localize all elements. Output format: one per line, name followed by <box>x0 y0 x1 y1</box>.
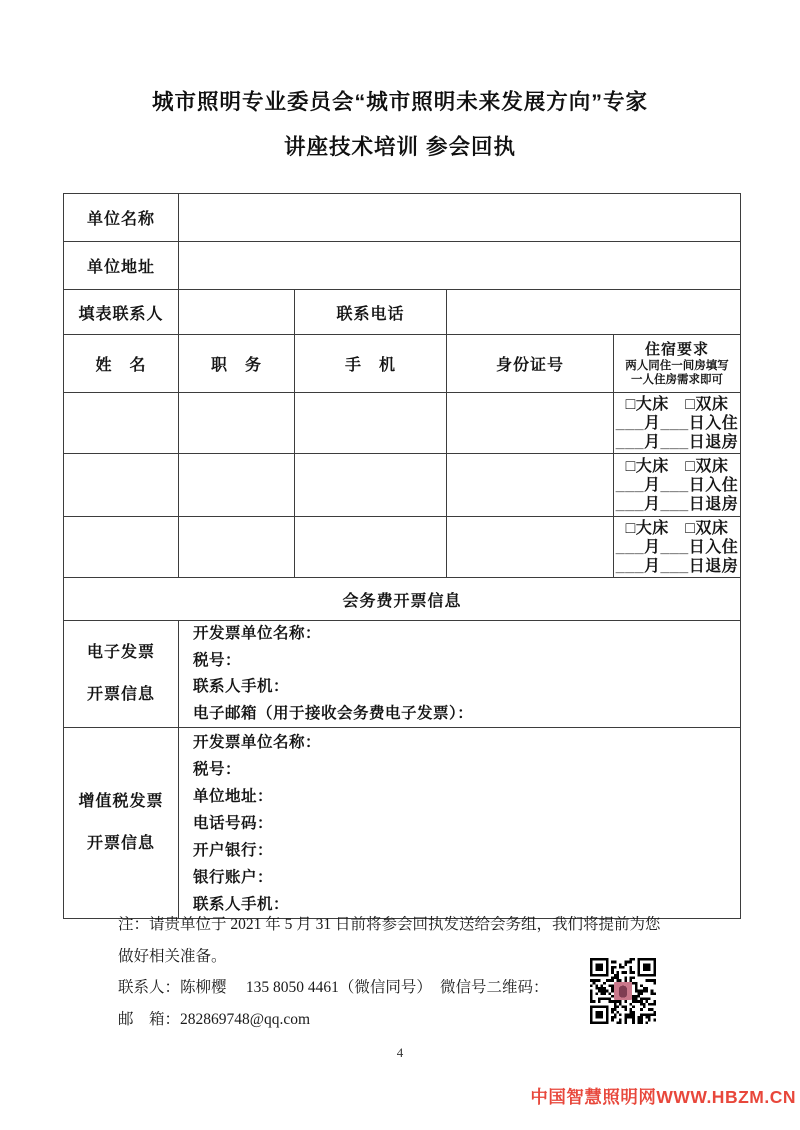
header-id-number: 身份证号 <box>447 335 614 393</box>
unit-name-row <box>64 194 741 242</box>
registration-form-table <box>63 193 741 919</box>
e-invoice-row <box>64 621 741 728</box>
accommodation-title: 住宿要求 <box>644 341 709 358</box>
attendee-3-mobile-cell <box>295 517 447 578</box>
attendee-1-id-cell <box>447 393 614 454</box>
e-invoice-field-company: 开发票单位名称： <box>193 625 322 642</box>
vat-invoice-label-line-2: 开票信息 <box>86 835 155 852</box>
e-invoice-label-line-2: 开票信息 <box>86 686 155 703</box>
invoice-section-title: 会务费开票信息 <box>64 578 741 621</box>
vat-invoice-label-line-1: 增值税发票 <box>78 793 164 810</box>
attendee-1-name-cell <box>64 393 179 454</box>
page-number: 4 <box>396 1045 404 1060</box>
checkout-line: ___月___日退房 <box>615 557 739 575</box>
header-accommodation <box>614 335 741 393</box>
e-invoice-label <box>64 621 179 728</box>
vat-invoice-field-company: 开发票单位名称： <box>193 733 322 751</box>
form-contact-value-cell <box>179 290 295 335</box>
attendee-2-name-cell <box>64 454 179 517</box>
attendee-1-accommodation-cell <box>614 393 741 454</box>
vat-invoice-field-address: 单位地址： <box>193 787 274 805</box>
accommodation-note-2: 一人住房需求即可 <box>631 374 723 386</box>
unit-address-row <box>64 242 741 290</box>
attendee-row-1 <box>64 393 741 454</box>
e-invoice-label-line-1: 电子发票 <box>86 644 155 661</box>
vat-invoice-label <box>64 728 179 919</box>
unit-name-value-cell <box>179 194 741 242</box>
note-line-2: 做好相关准备。 <box>118 947 227 965</box>
e-invoice-field-tax-id: 税号： <box>193 651 242 669</box>
header-mobile: 手 机 <box>295 335 447 393</box>
checkin-line: ___月___日入住 <box>615 414 739 432</box>
e-invoice-field-contact-mobile: 联系人手机： <box>193 678 290 695</box>
attendee-header-row <box>64 335 741 393</box>
contact-phone-value-cell <box>447 290 741 335</box>
attendee-3-accommodation-cell <box>614 517 741 578</box>
checkin-line: ___月___日入住 <box>615 538 739 556</box>
title-line-2: 讲座技术培训 参会回执 <box>284 135 516 159</box>
vat-invoice-field-bank-account: 银行账户： <box>193 868 274 886</box>
contact-person-text: 联系人：陈柳樱 135 8050 4461（微信同号） <box>118 979 432 996</box>
vat-invoice-row <box>64 728 741 919</box>
watermark: 中国智慧照明网WWW.HBZM.CN <box>530 1087 796 1107</box>
unit-name-label: 单位名称 <box>64 194 179 242</box>
attendee-row-3 <box>64 517 741 578</box>
checkout-line: ___月___日退房 <box>615 433 739 451</box>
email-line: 邮 箱：282869748@qq.com <box>118 1010 311 1028</box>
attendee-row-2 <box>64 454 741 517</box>
attendee-1-position-cell <box>179 393 295 454</box>
e-invoice-field-email: 电子邮箱（用于接收会务费电子发票）： <box>193 704 474 722</box>
checkin-line: ___月___日入住 <box>615 476 739 494</box>
contact-phone-label: 联系电话 <box>295 290 447 335</box>
attendee-1-mobile-cell <box>295 393 447 454</box>
vat-invoice-field-bank: 开户银行： <box>193 841 274 859</box>
form-contact-row <box>64 290 741 335</box>
attendee-2-accommodation-cell <box>614 454 741 517</box>
wechat-qr-code <box>590 958 656 1024</box>
header-name: 姓 名 <box>64 335 179 393</box>
vat-invoice-field-contact-mobile: 联系人手机： <box>193 895 290 913</box>
attendee-2-id-cell <box>447 454 614 517</box>
e-invoice-fields-cell <box>179 621 741 728</box>
unit-address-value-cell <box>179 242 741 290</box>
attendee-3-id-cell <box>447 517 614 578</box>
vat-invoice-fields-cell <box>179 728 741 919</box>
bed-options: □大床 □双床 <box>625 457 729 475</box>
attendee-2-position-cell <box>179 454 295 517</box>
accommodation-note-1: 两人同住一间房填写 <box>625 360 729 372</box>
document-title <box>0 80 800 170</box>
attendee-2-mobile-cell <box>295 454 447 517</box>
note-line-1: 注：请贵单位于 2021 年 5 月 31 日前将参会回执发送给会务组，我们将提前为您 <box>118 916 661 933</box>
header-position: 职 务 <box>179 335 295 393</box>
invoice-section-header-row <box>64 578 741 621</box>
bed-options: □大床 □双床 <box>625 395 729 413</box>
unit-address-label: 单位地址 <box>64 242 179 290</box>
checkout-line: ___月___日退房 <box>615 495 739 513</box>
form-contact-label: 填表联系人 <box>64 290 179 335</box>
bed-options: □大床 □双床 <box>625 519 729 537</box>
qr-code-label: 微信号二维码： <box>440 979 549 996</box>
attendee-3-name-cell <box>64 517 179 578</box>
vat-invoice-field-tax-id: 税号： <box>193 760 242 778</box>
title-line-1: 城市照明专业委员会“城市照明未来发展方向”专家 <box>151 90 648 114</box>
attendee-3-position-cell <box>179 517 295 578</box>
vat-invoice-field-phone: 电话号码： <box>193 814 274 832</box>
